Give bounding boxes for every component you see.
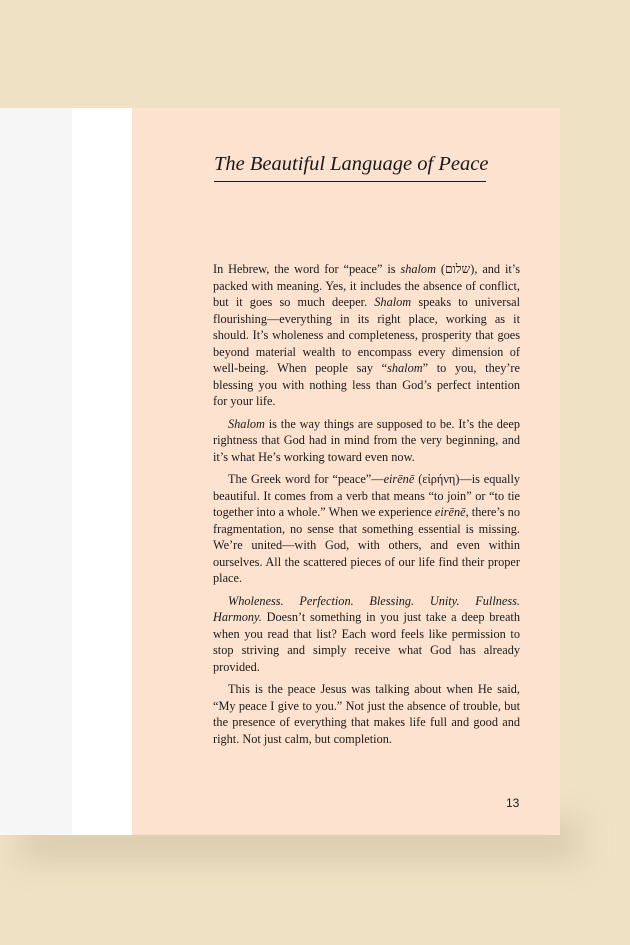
text-run: The Greek word for “peace”— <box>228 472 384 486</box>
italic-run: eirēnē <box>434 505 466 519</box>
text-run: ” to you, they’re blessing you with nothing less than God’s perfect intention for your life. <box>213 361 520 408</box>
italic-run: shalom <box>400 262 436 276</box>
page-number: 13 <box>506 796 520 810</box>
italic-run: Shalom <box>228 416 265 431</box>
italic-run: eirēnē <box>383 472 415 486</box>
underlying-page-edge <box>0 108 72 835</box>
text-run: , there’s no fragmentation, no sense that something essential is missing. We’re united—with God, with others, and even within ourselves. All the scattered pieces of our life find their proper place. <box>213 505 520 585</box>
text-run: speaks to universal flourishing—everything in its right place, working as it should. It’s wholeness and completeness, prosperity that goes beyond material wealth to encompass every dimension of well-being. When people say “ <box>213 295 520 375</box>
body-text <box>213 261 520 747</box>
text-run: (εἰρήνη)—is equally beautiful. It comes from a verb that means “to join” or “to tie together into a whole.” When we experience <box>213 472 521 519</box>
text-run: In Hebrew, the word for “peace” is <box>213 262 401 276</box>
italic-run: shalom <box>387 361 423 375</box>
text-run: (שלום), and it’s packed with meaning. Yes, it includes the absence of conflict, but it goes so much deeper. <box>213 262 520 309</box>
italic-run: Wholeness. Perfection. Blessing. Unity. Fullness. Harmony. <box>213 593 520 624</box>
text-run: is the way things are supposed to be. It’s the deep rightness that God had in mind from the very beginning, and it’s what He’s working toward even now. <box>213 416 520 464</box>
chapter-title: The Beautiful Language of Peace <box>214 153 489 175</box>
paragraph <box>213 471 520 587</box>
paragraph <box>213 593 520 676</box>
underlying-page <box>72 108 132 835</box>
book-page <box>132 108 560 835</box>
paragraph <box>213 416 520 466</box>
paragraph <box>213 681 520 747</box>
text-run: This is the peace Jesus was talking about when He said, “My peace I give to you.” Not just the absence of trouble, but the presence of everything that makes life full and good and right. Not just calm, but completion. <box>213 682 520 746</box>
text-run: Doesn’t something in you just take a deep breath when you read that list? Each word feels like permission to stop striving and simply receive what God has already provided. <box>213 610 520 674</box>
italic-run: Shalom <box>374 295 412 309</box>
paragraph <box>213 261 520 410</box>
title-underline <box>214 181 486 182</box>
